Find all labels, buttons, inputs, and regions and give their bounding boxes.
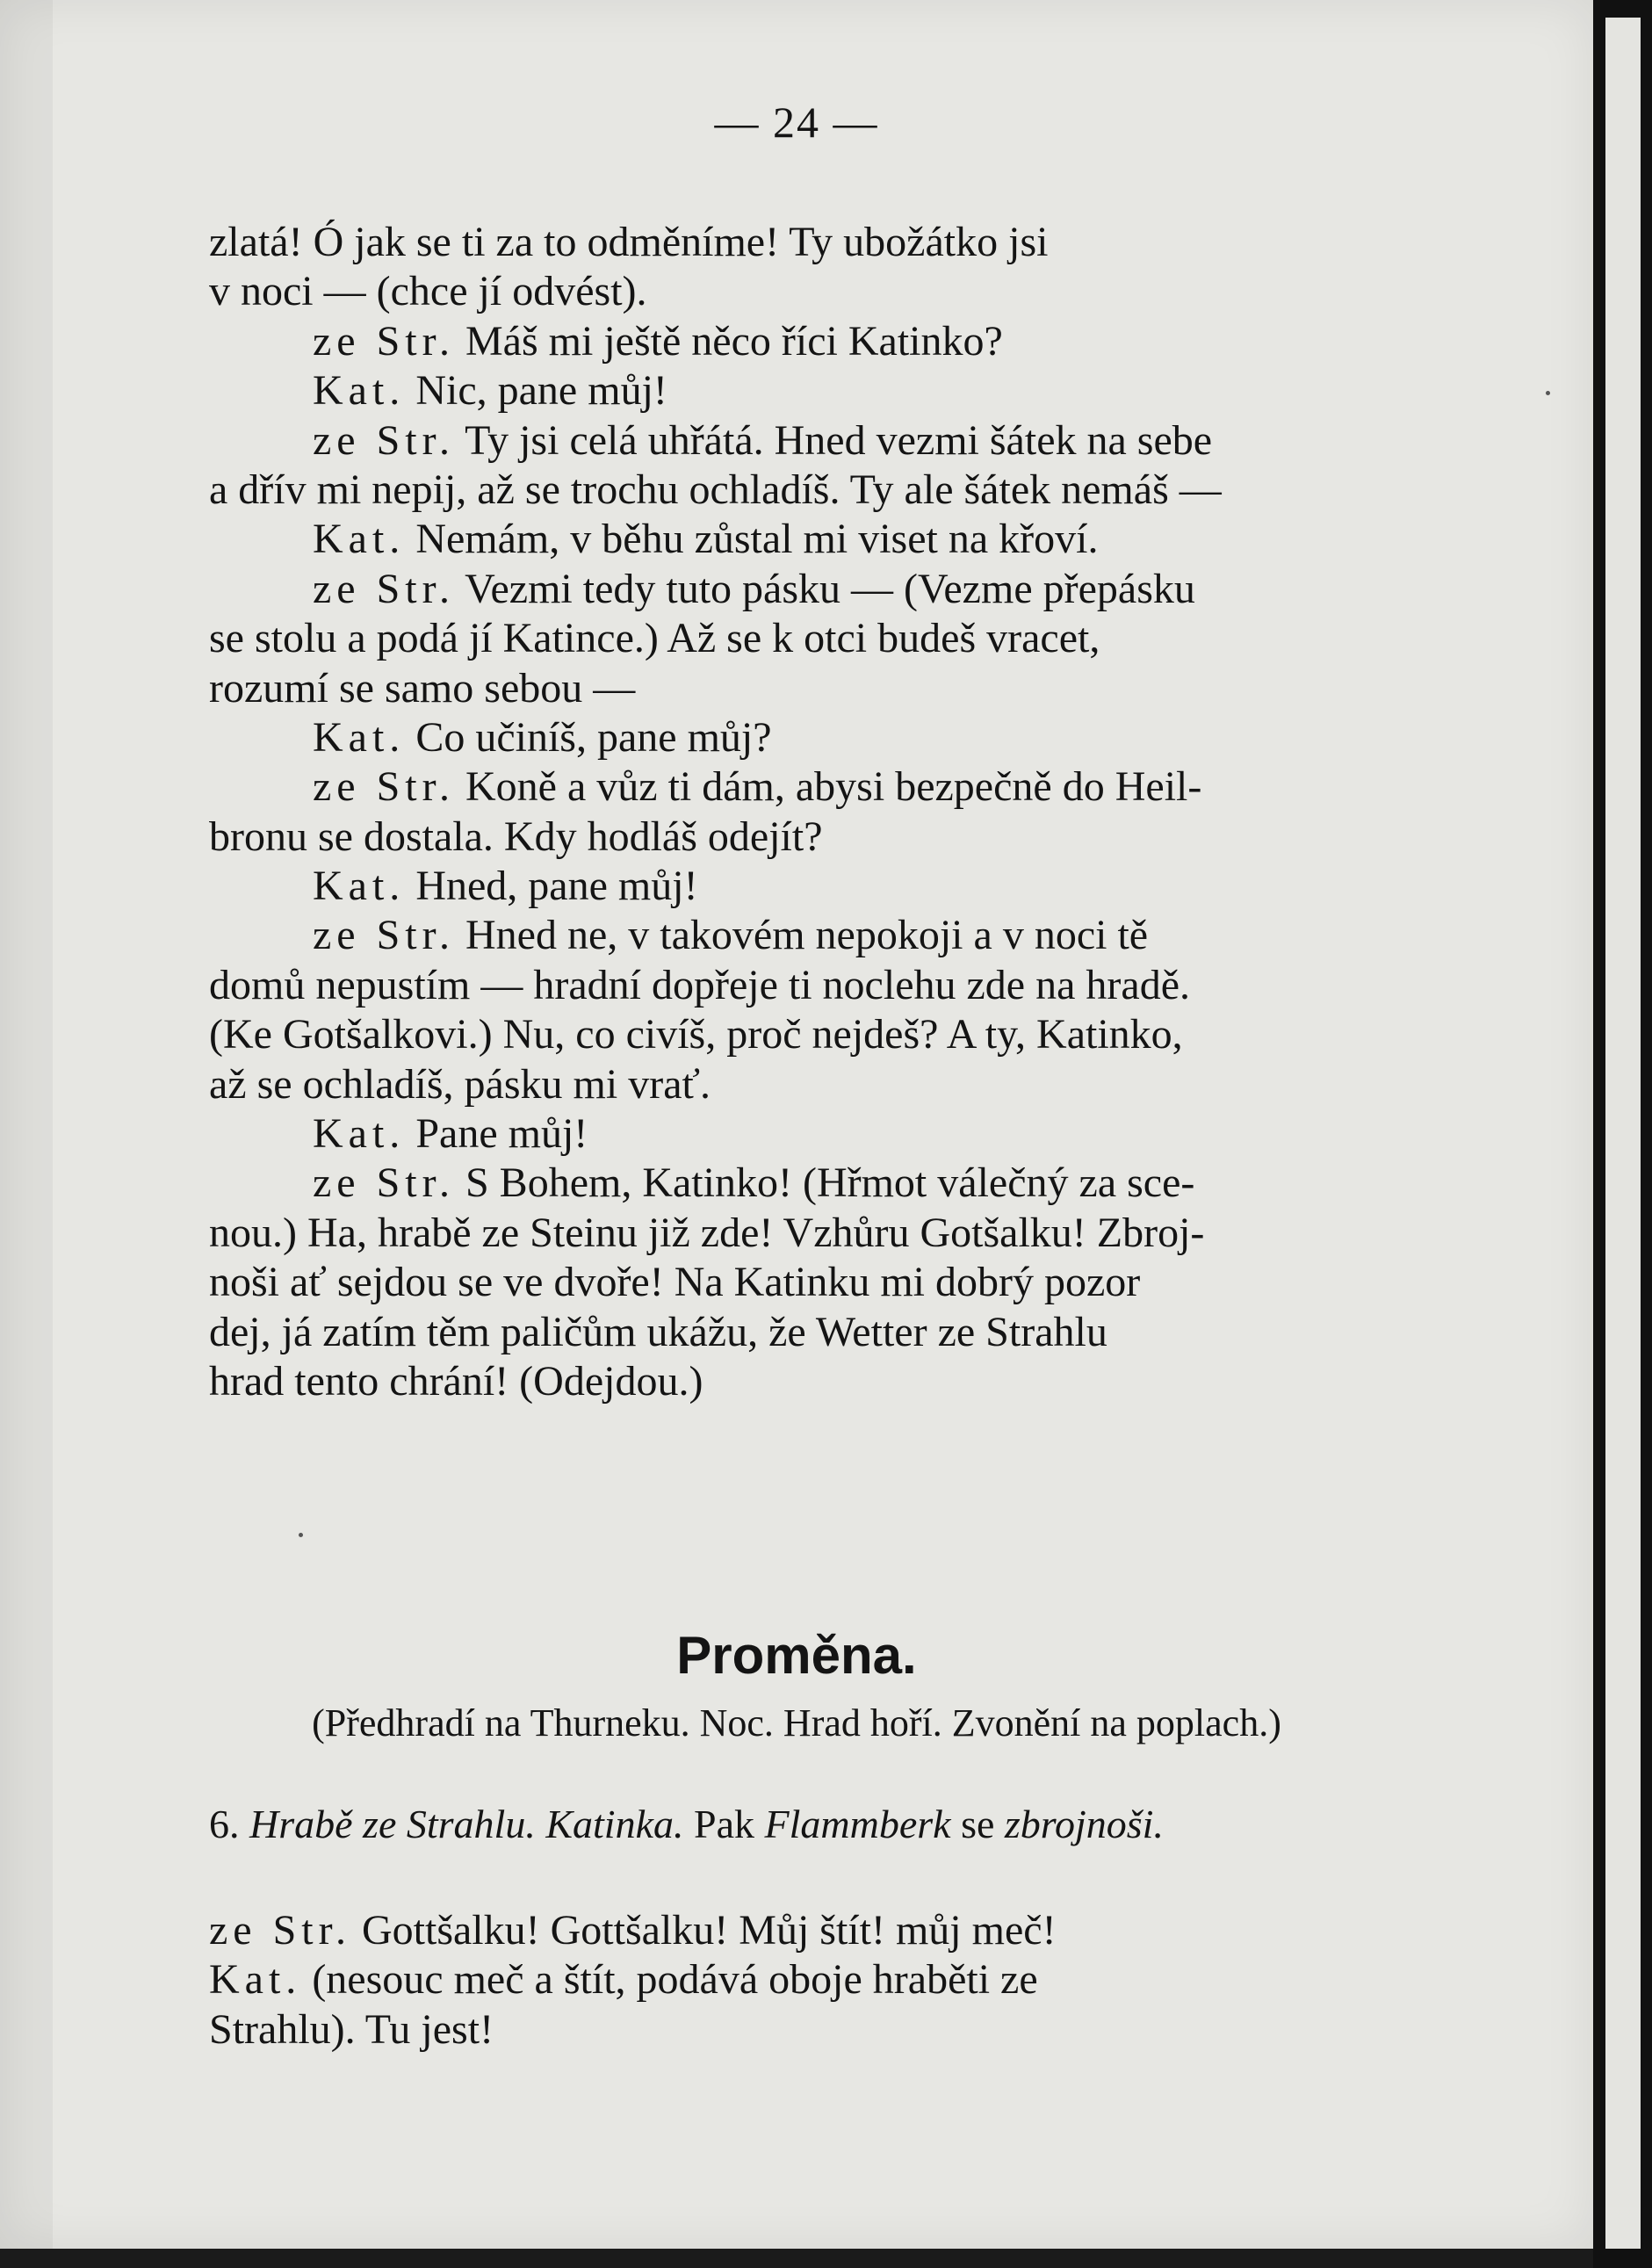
line-text: se stolu a podá jí Katince.) Až se k otci budeš vracet, [209, 615, 1100, 662]
line-text: Nic, pane můj! [405, 367, 667, 415]
text-line [209, 218, 1511, 267]
line-text: S Bohem, Katinko! (Hřmot válečný za sce- [454, 1159, 1195, 1207]
text-line [209, 466, 1511, 515]
line-text: Strahlu). Tu jest! [209, 2005, 494, 2053]
line-text: až se ochladíš, pásku mi vrať. [209, 1060, 711, 1108]
text-line [209, 961, 1511, 1010]
text-line [209, 515, 1511, 564]
text-line [209, 911, 1511, 960]
text-line [209, 862, 1511, 911]
line-text: Máš mi ještě něco říci Katinko? [454, 317, 1003, 365]
scene-connector: se [961, 1802, 995, 1846]
line-text: hrad tento chrání! (Odejdou.) [209, 1357, 703, 1405]
line-text: nou.) Ha, hrabě ze Steinu již zde! Vzhůru Gotšalku! Zbroj- [209, 1209, 1205, 1256]
speaker-name: ze Str. [313, 416, 455, 464]
line-text: Pane můj! [405, 1110, 588, 1158]
text-line [209, 1060, 1511, 1109]
text-line [209, 1955, 1511, 2004]
line-text: domů nepustím — hradní dopřeje ti noclehu zde na hradě. [209, 961, 1191, 1008]
line-text: Hned ne, v takovém nepokoji a v noci tě [454, 912, 1149, 959]
text-line [209, 317, 1511, 366]
speaker-name: Kat. [313, 516, 406, 563]
text-line [209, 565, 1511, 614]
text-line [209, 2005, 1511, 2055]
speaker-name: Kat. [209, 1956, 302, 2004]
line-text: Koně a vůz ti dám, abysi bezpečně do Heil- [454, 763, 1202, 811]
text-line [209, 267, 1511, 316]
speaker-name: ze Str. [313, 317, 455, 365]
speaker-name: Kat. [313, 713, 406, 761]
stage-direction: (Předhradí na Thurneku. Noc. Hrad hoří. Zvonění na poplach.) [312, 1701, 1281, 1744]
text-line [209, 1159, 1511, 1208]
text-line [209, 1209, 1511, 1258]
line-text: Nemám, v běhu zůstal mi viset na křoví. [405, 516, 1099, 563]
text-line [209, 614, 1511, 663]
line-text: v noci — (chce jí odvést). [209, 268, 647, 315]
scene-character: zbrojnoši. [1004, 1802, 1164, 1846]
line-text: (nesouc meč a štít, podává oboje hraběti ze [301, 1956, 1038, 2004]
text-line [209, 1906, 1511, 1955]
text-line [209, 762, 1511, 812]
line-text: rozumí se samo sebou — [209, 664, 636, 711]
scene-connector: Pak [694, 1802, 754, 1846]
body-text [209, 218, 1511, 1406]
text-line [209, 1258, 1511, 1307]
scene-character: Katinka. [545, 1802, 684, 1846]
speaker-name: ze Str. [313, 763, 455, 811]
speaker-name: Kat. [313, 863, 406, 910]
line-text: Co učiníš, pane můj? [405, 713, 772, 761]
scene-heading [209, 1801, 1509, 1847]
page-edge-shadow [0, 0, 53, 2249]
adjacent-page-edge [1593, 0, 1652, 2268]
line-text: Ty jsi celá uhřátá. Hned vezmi šátek na sebe [454, 416, 1213, 464]
speck [299, 1533, 303, 1537]
text-line [209, 1308, 1511, 1357]
text-line [209, 664, 1511, 713]
text-line [209, 416, 1511, 466]
scene-character: Hrabě ze Strahlu. [249, 1802, 536, 1846]
speaker-name: Kat. [313, 367, 406, 415]
speaker-name: ze Str. [209, 1907, 351, 1954]
text-line [209, 713, 1511, 762]
text-line [209, 813, 1511, 862]
line-text: (Ke Gotšalkovi.) Nu, co civíš, proč nejdeš? A ty, Katinko, [209, 1011, 1183, 1058]
scene-dialogue [209, 1906, 1511, 2055]
line-text: dej, já zatím těm paličům ukážu, že Wetter ze Strahlu [209, 1308, 1107, 1355]
line-text: zlatá! Ó jak se ti za to odměníme! Ty ubožátko jsi [209, 219, 1049, 265]
speaker-name: ze Str. [313, 912, 455, 959]
line-text: Vezmi tedy tuto pásku — (Vezme přepásku [454, 565, 1195, 612]
speaker-name: Kat. [313, 1110, 406, 1158]
speaker-name: ze Str. [313, 565, 455, 612]
line-text: noši ať sejdou se ve dvoře! Na Katinku mi dobrý pozor [209, 1259, 1141, 1306]
scene-character: Flammberk [764, 1802, 951, 1846]
line-text: Gottšalku! Gottšalku! Můj štít! můj meč! [350, 1907, 1057, 1954]
text-line [209, 1109, 1511, 1159]
text-line [209, 1010, 1511, 1059]
page-number: — 24 — [714, 98, 879, 147]
speaker-name: ze Str. [313, 1159, 455, 1207]
text-line [209, 1357, 1511, 1406]
speck [1546, 391, 1550, 395]
scene-number: 6. [209, 1802, 240, 1846]
line-text: a dřív mi nepij, až se trochu ochladíš. Ty ale šátek nemáš — [209, 466, 1222, 513]
section-title: Proměna. [676, 1626, 917, 1685]
text-line [209, 366, 1511, 415]
line-text: bronu se dostala. Kdy hodláš odejít? [209, 813, 823, 860]
line-text: Hned, pane můj! [405, 863, 698, 910]
